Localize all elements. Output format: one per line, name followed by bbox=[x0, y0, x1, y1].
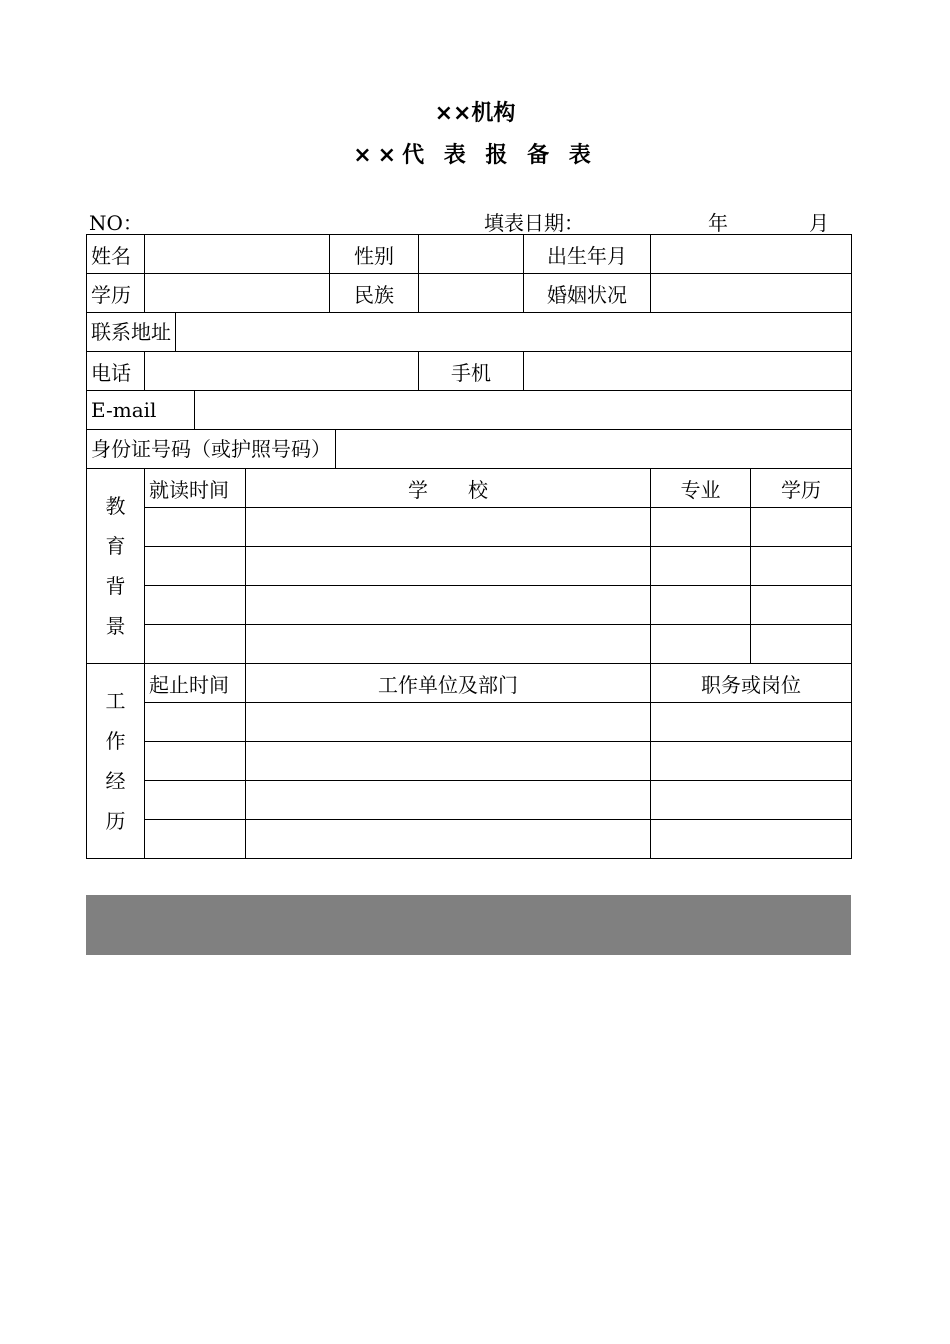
registration-form-table bbox=[86, 234, 852, 859]
address-label: 联系地址 bbox=[87, 313, 176, 351]
work-period-field[interactable] bbox=[145, 820, 246, 859]
edu-degree-field[interactable] bbox=[751, 586, 852, 625]
education-header-row bbox=[87, 469, 852, 508]
edu-school-header: 学 校 bbox=[246, 469, 651, 508]
edu-school-field[interactable] bbox=[246, 508, 651, 547]
work-section-label: 工 作 经 历 bbox=[87, 664, 145, 859]
gender-field[interactable] bbox=[419, 235, 524, 274]
work-row bbox=[87, 703, 852, 742]
edu-major-field[interactable] bbox=[651, 586, 751, 625]
work-company-field[interactable] bbox=[246, 742, 651, 781]
work-company-field[interactable] bbox=[246, 820, 651, 859]
form-title: ××代 表 报 备 表 bbox=[353, 143, 597, 168]
work-position-field[interactable] bbox=[651, 703, 852, 742]
work-position-field[interactable] bbox=[651, 820, 852, 859]
id-cell bbox=[87, 430, 852, 469]
work-company-field[interactable] bbox=[246, 781, 651, 820]
work-company-header: 工作单位及部门 bbox=[246, 664, 651, 703]
work-period-field[interactable] bbox=[145, 703, 246, 742]
edu-degree-field[interactable] bbox=[751, 625, 852, 664]
gray-band bbox=[86, 895, 851, 955]
edu-major-field[interactable] bbox=[651, 508, 751, 547]
row-address bbox=[87, 313, 852, 352]
marital-label: 婚姻状况 bbox=[524, 274, 651, 313]
row-id bbox=[87, 430, 852, 469]
name-field[interactable] bbox=[145, 235, 330, 274]
work-company-field[interactable] bbox=[246, 703, 651, 742]
education-row bbox=[87, 508, 852, 547]
id-field[interactable] bbox=[336, 430, 851, 468]
edu-period-header: 就读时间 bbox=[145, 469, 246, 508]
edu-school-field[interactable] bbox=[246, 547, 651, 586]
education-row bbox=[87, 586, 852, 625]
work-period-field[interactable] bbox=[145, 781, 246, 820]
gender-label: 性别 bbox=[330, 235, 419, 274]
year-label: 年 bbox=[708, 211, 728, 235]
edu-school-field[interactable] bbox=[246, 586, 651, 625]
phone-label: 电话 bbox=[87, 352, 145, 391]
work-header-row bbox=[87, 664, 852, 703]
address-cell bbox=[87, 313, 852, 352]
phone-field[interactable] bbox=[145, 352, 419, 391]
work-position-field[interactable] bbox=[651, 781, 852, 820]
edu-major-field[interactable] bbox=[651, 547, 751, 586]
work-period-header: 起止时间 bbox=[145, 664, 246, 703]
mobile-field[interactable] bbox=[524, 352, 852, 391]
row-email bbox=[87, 391, 852, 430]
education-section-label: 教 育 背 景 bbox=[87, 469, 145, 664]
education-field[interactable] bbox=[145, 274, 330, 313]
mobile-label: 手机 bbox=[419, 352, 524, 391]
edu-period-field[interactable] bbox=[145, 625, 246, 664]
edu-degree-header: 学历 bbox=[751, 469, 852, 508]
date-label: 填表日期： bbox=[484, 211, 584, 235]
ethnicity-field[interactable] bbox=[419, 274, 524, 313]
month-label: 月 bbox=[809, 211, 829, 235]
edu-period-field[interactable] bbox=[145, 508, 246, 547]
id-label: 身份证号码（或护照号码） bbox=[87, 430, 336, 468]
org-title: ××机构 bbox=[434, 101, 516, 126]
name-label: 姓名 bbox=[87, 235, 145, 274]
work-period-field[interactable] bbox=[145, 742, 246, 781]
edu-major-header: 专业 bbox=[651, 469, 751, 508]
edu-degree-field[interactable] bbox=[751, 547, 852, 586]
edu-major-field[interactable] bbox=[651, 625, 751, 664]
row-phone bbox=[87, 352, 852, 391]
education-label: 学历 bbox=[87, 274, 145, 313]
row-education bbox=[87, 274, 852, 313]
edu-period-field[interactable] bbox=[145, 586, 246, 625]
work-position-header: 职务或岗位 bbox=[651, 664, 852, 703]
education-row bbox=[87, 625, 852, 664]
birth-label: 出生年月 bbox=[524, 235, 651, 274]
marital-field[interactable] bbox=[651, 274, 852, 313]
row-name bbox=[87, 235, 852, 274]
edu-degree-field[interactable] bbox=[751, 508, 852, 547]
birth-field[interactable] bbox=[651, 235, 852, 274]
education-row bbox=[87, 547, 852, 586]
address-field[interactable] bbox=[176, 313, 851, 351]
work-row bbox=[87, 820, 852, 859]
email-label: E-mail bbox=[87, 391, 195, 429]
email-field[interactable] bbox=[195, 391, 851, 429]
no-label: NO： bbox=[89, 211, 143, 235]
edu-school-field[interactable] bbox=[246, 625, 651, 664]
work-position-field[interactable] bbox=[651, 742, 852, 781]
edu-period-field[interactable] bbox=[145, 547, 246, 586]
work-row bbox=[87, 781, 852, 820]
work-row bbox=[87, 742, 852, 781]
email-cell bbox=[87, 391, 852, 430]
ethnicity-label: 民族 bbox=[330, 274, 419, 313]
